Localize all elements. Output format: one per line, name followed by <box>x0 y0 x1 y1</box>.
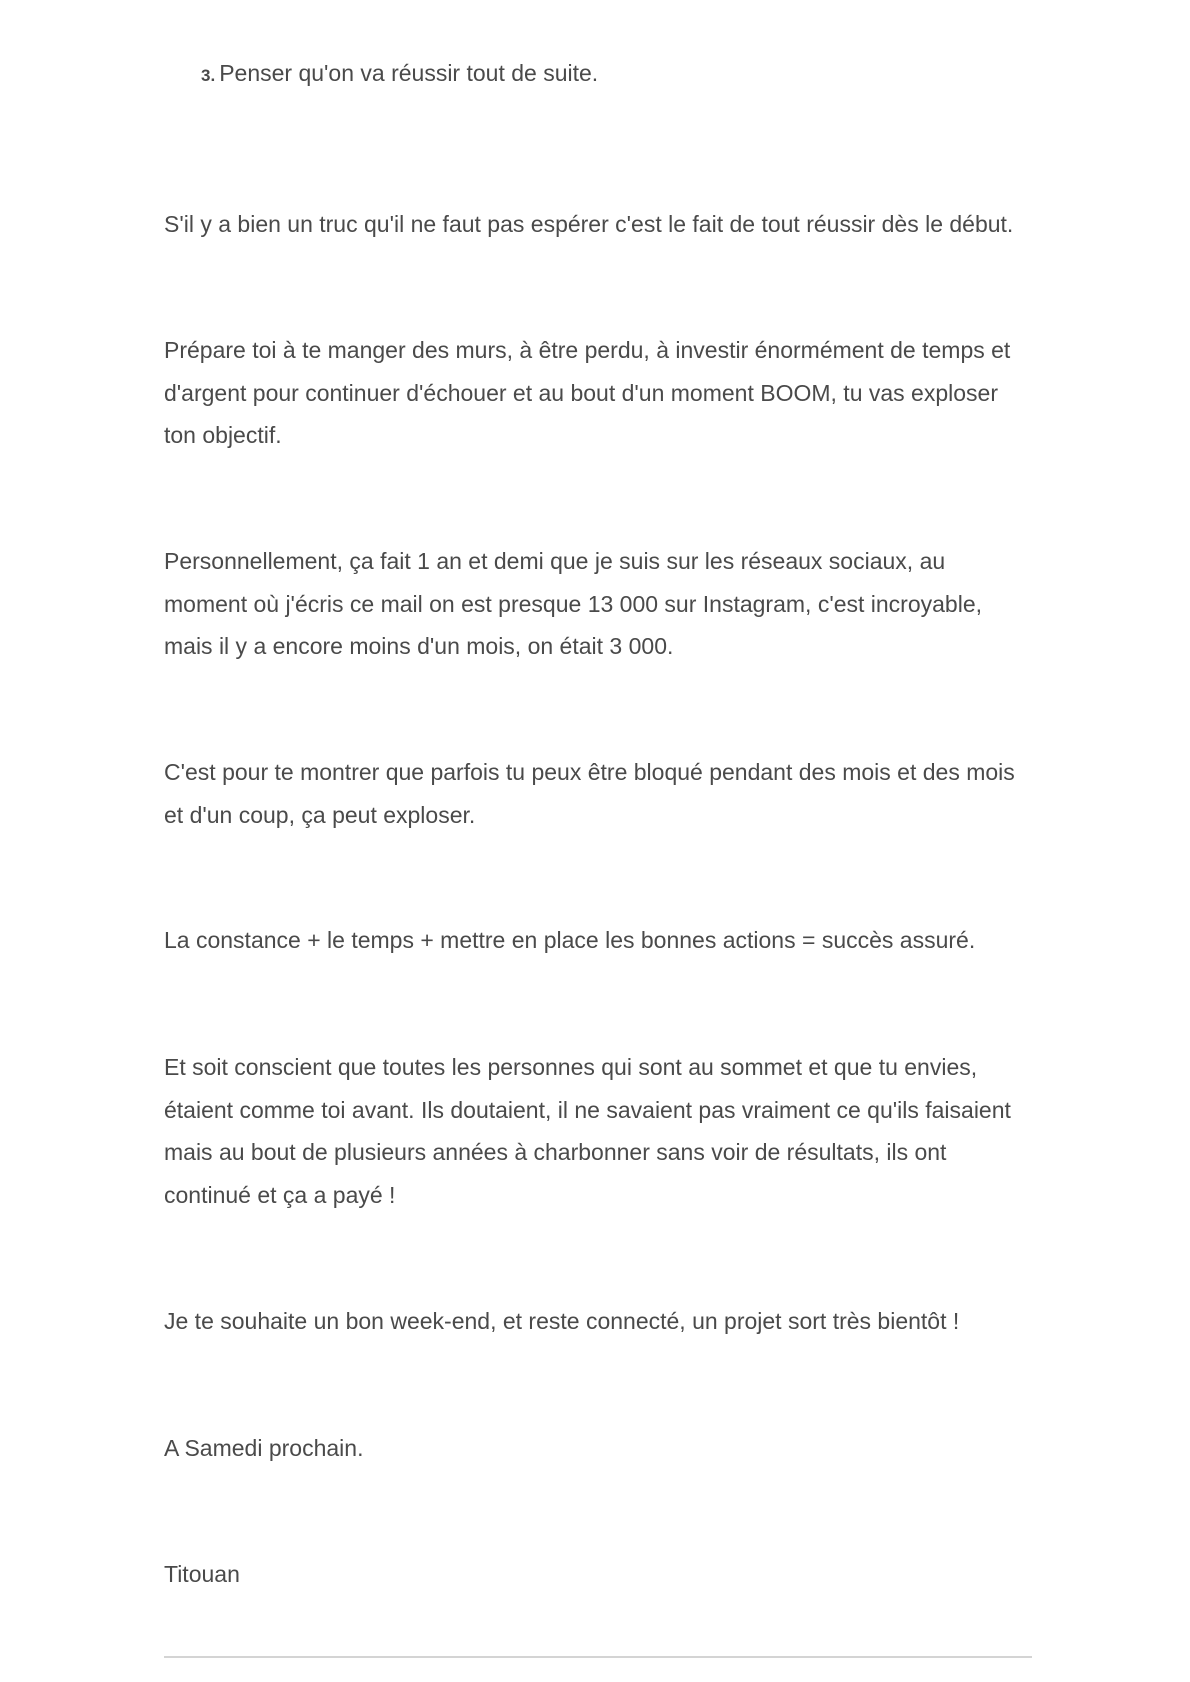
paragraph-blocked: C'est pour te montrer que parfois tu peux être bloqué pendant des mois et des mois et d'un coup, ça peut exploser. <box>164 759 1015 828</box>
sign-off: A Samedi prochain. <box>164 1435 364 1461</box>
paragraph-personal: Personnellement, ça fait 1 an et demi que je suis sur les réseaux sociaux, au moment où j'écris ce mail on est presque 13 000 sur Instagram, c'est incroyable, mais il y a encore moins d'un mois, on était 3 000. <box>164 548 983 659</box>
paragraph-prepare: Prépare toi à te manger des murs, à être perdu, à investir énormément de temps et d'argent pour continuer d'échouer et au bout d'un moment BOOM, tu vas exploser ton objectif. <box>164 337 1011 448</box>
list-item-text: Penser qu'on va réussir tout de suite. <box>219 60 599 86</box>
paragraph-formula: La constance + le temps + mettre en place les bonnes actions = succès assuré. <box>164 927 976 953</box>
footer-divider <box>164 1656 1032 1658</box>
numbered-list-item <box>201 56 598 93</box>
paragraph-intro: S'il y a bien un truc qu'il ne faut pas espérer c'est le fait de tout réussir dès le début. <box>164 211 1014 237</box>
paragraph-closing: Je te souhaite un bon week-end, et reste connecté, un projet sort très bientôt ! <box>164 1308 960 1334</box>
list-item-number: 3. <box>201 66 216 85</box>
paragraph-summit: Et soit conscient que toutes les personnes qui sont au sommet et que tu envies, étaient comme toi avant. Ils doutaient, il ne savaient pas vraiment ce qu'ils faisaient mais au bout de plusieurs années à charbonner sans voir de résultats, ils ont continué et ça a payé ! <box>164 1054 1011 1208</box>
signature-name: Titouan <box>164 1561 240 1587</box>
